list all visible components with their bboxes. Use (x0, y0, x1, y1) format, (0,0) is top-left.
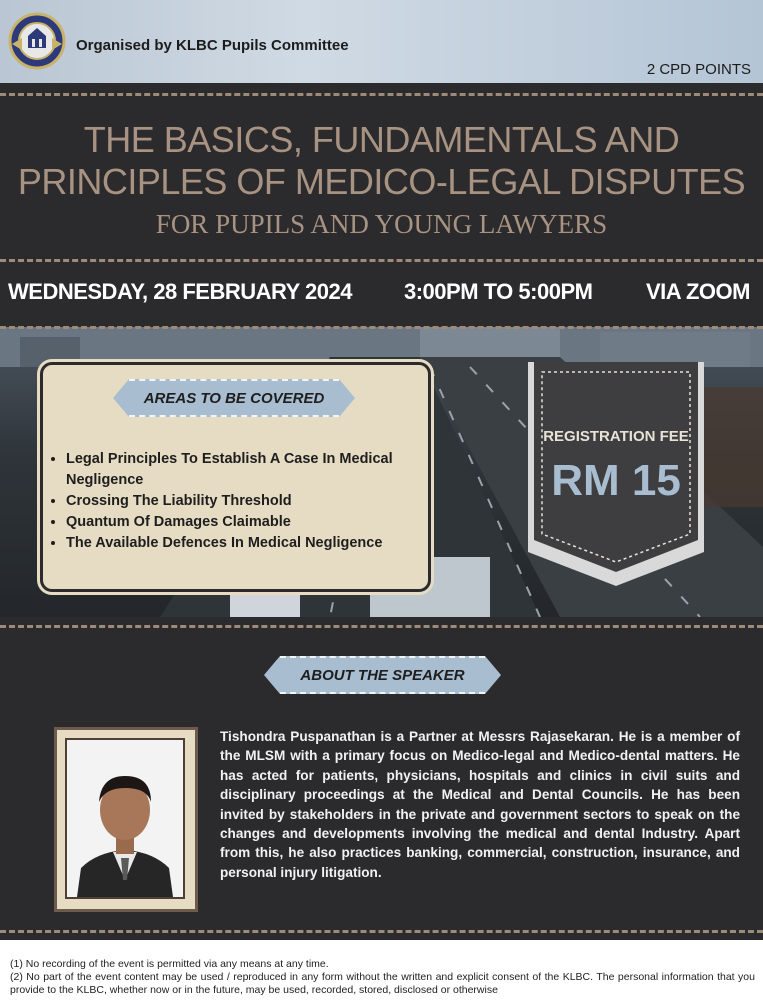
footnote-2: (2) No part of the event content may be used / reproduced in any form without the written and explicit consent of the KLBC. The personal information that you provide to the KLBC, whether now or in the future, may be used, recorded, stored, disclosed or otherwise (10, 971, 755, 996)
cpd-points: 2 CPD POINTS (646, 61, 751, 78)
speaker-heading: ABOUT THE SPEAKER (300, 666, 465, 684)
speaker-bio: Tishondra Puspanathan is a Partner at Messrs Rajasekaran. He is a member of the MLSM with a primary focus on Medico-legal and Medico-dental matters. He has acted for patients, physicians, hospitals and clinics in civil suits and disciplinary proceedings at the Medical and Dental Councils. He has been invited by stakeholders in the private and government sectors to speak on the changes and developments involving the medical and dental Industry. Apart from this, he also practices banking, commercial, construction, insurance, and personal injury litigation. (220, 729, 740, 880)
divider-photo-top (0, 326, 763, 329)
organiser-text: Organised by KLBC Pupils Committee (76, 37, 349, 54)
speaker-photo (65, 738, 185, 899)
areas-list (48, 449, 436, 554)
event-venue: VIA ZOOM (646, 279, 750, 304)
divider-footer (0, 930, 763, 933)
areas-heading-ribbon (129, 379, 339, 417)
footnote-1: (1) No recording of the event is permitted via any means at any time. (10, 958, 329, 970)
speaker-heading-ribbon (280, 656, 485, 694)
divider-top (0, 93, 763, 96)
areas-heading: AREAS TO BE COVERED (143, 389, 325, 407)
divider-title (0, 259, 763, 262)
event-title-line-2: PRINCIPLES OF MEDICO-LEGAL DISPUTES (17, 161, 746, 202)
event-subtitle: FOR PUPILS AND YOUNG LAWYERS (155, 209, 608, 239)
event-title-line-1: THE BASICS, FUNDAMENTALS AND (83, 119, 680, 160)
speaker-portrait (67, 740, 183, 897)
registration-fee-label: REGISTRATION FEE (543, 428, 689, 445)
areas-item: • Legal Principles To Establish A Case In Medical Negligence (66, 449, 436, 491)
registration-fee-amount: RM 15 (551, 456, 681, 505)
areas-item: • Crossing The Liability Threshold (66, 491, 436, 512)
footer-notes (0, 940, 763, 1000)
klbc-crest-logo (8, 8, 66, 74)
areas-item: • The Available Defences In Medical Negligence (66, 533, 436, 554)
event-time: 3:00PM TO 5:00PM (404, 279, 593, 304)
divider-photo-bottom (0, 625, 763, 628)
event-date: WEDNESDAY, 28 FEBRUARY 2024 (8, 279, 352, 304)
speaker-photo-frame (54, 727, 198, 912)
areas-item: • Quantum Of Damages Claimable (66, 512, 436, 533)
